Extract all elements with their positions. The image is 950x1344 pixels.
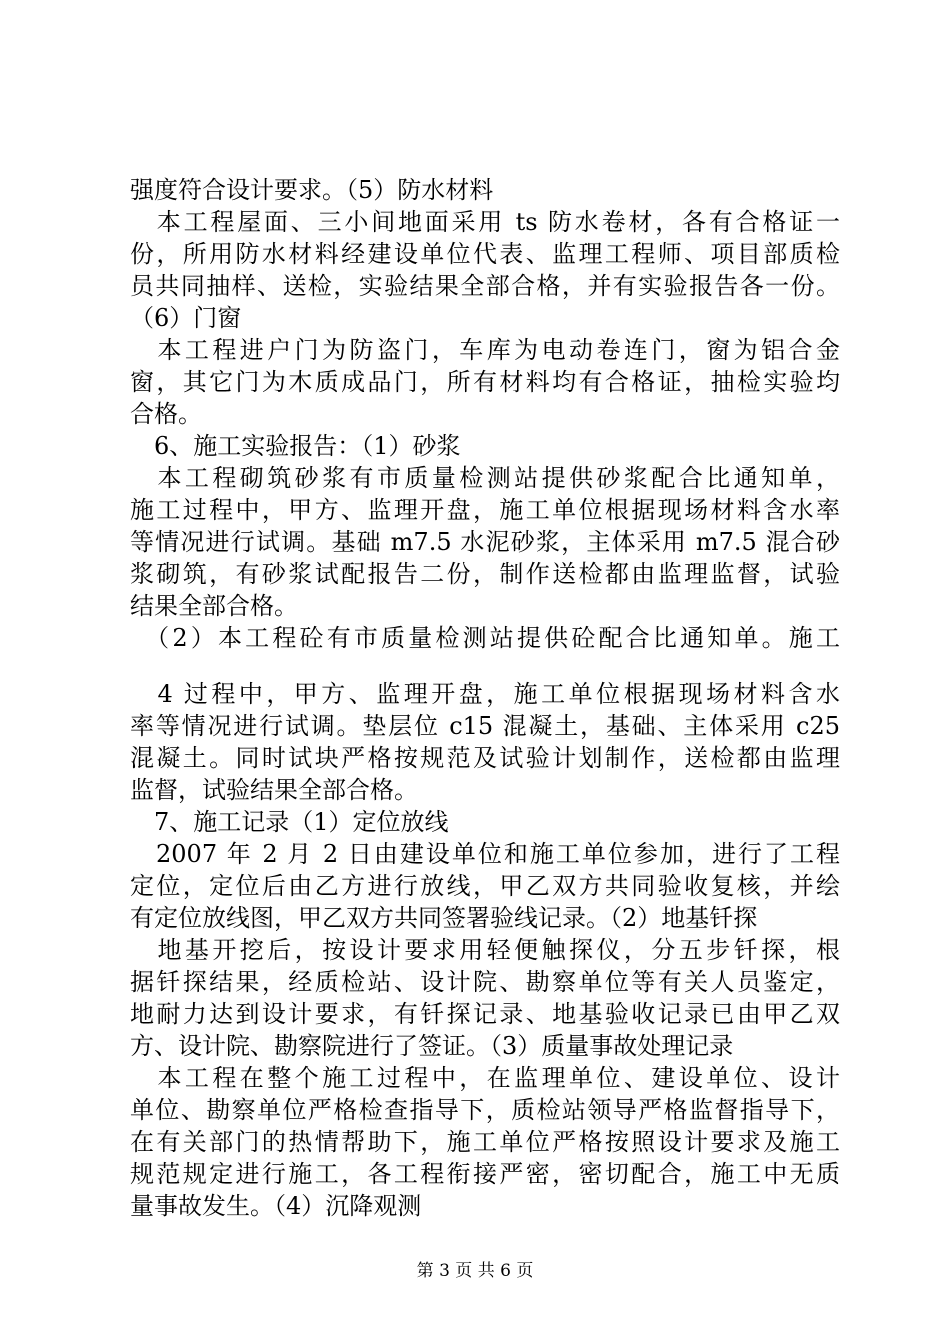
text-line: （6）门窗	[130, 304, 242, 332]
page-footer: 第 3 页 共 6 页	[416, 1261, 534, 1281]
text-line: 方、设计院、勘察院进行了签证。（3）质量事故处理记录	[130, 1032, 734, 1060]
text-line: 单位、勘察单位严格检查指导下，质检站领导严格监督指导下，	[130, 1096, 840, 1124]
text-line: 浆砌筑，有砂浆试配报告二份，制作送检都由监理监督，试验	[130, 560, 840, 588]
text-line: 本工程在整个施工过程中，在监理单位、建设单位、设计	[130, 1064, 840, 1092]
text-line: 定位，定位后由乙方进行放线，甲乙双方共同验收复核，并绘	[130, 872, 840, 900]
text-line: 据钎探结果，经质检站、设计院、勘察单位等有关人员鉴定，	[130, 968, 840, 996]
text-line: 率等情况进行试调。垫层位 c15 混凝土，基础、主体采用 c25	[130, 712, 840, 740]
text-line: 合格。	[130, 400, 202, 428]
text-line: 在有关部门的热情帮助下，施工单位严格按照设计要求及施工	[130, 1128, 840, 1156]
text-line: 规范规定进行施工，各工程衔接严密，密切配合，施工中无质	[130, 1160, 840, 1188]
text-line: 量事故发生。（4）沉降观测	[130, 1192, 422, 1220]
text-line: 本工程进户门为防盗门，车库为电动卷连门，窗为铝合金	[130, 336, 840, 364]
text-line: 强度符合设计要求。（5）防水材料	[130, 176, 494, 204]
text-line: 地耐力达到设计要求，有钎探记录、地基验收记录已由甲乙双	[130, 1000, 840, 1028]
text-line: 监督，试验结果全部合格。	[130, 776, 418, 804]
text-line: 地基开挖后，按设计要求用轻便触探仪，分五步钎探，根	[130, 936, 840, 964]
text-line: 混凝土。同时试块严格按规范及试验计划制作，送检都由监理	[130, 744, 840, 772]
text-line: 施工过程中，甲方、监理开盘，施工单位根据现场材料含水率	[130, 496, 840, 524]
text-line: （2）本工程砼有市质量检测站提供砼配合比通知单。施工	[130, 624, 840, 652]
text-line: 有定位放线图，甲乙双方共同签署验线记录。（2）地基钎探	[130, 904, 758, 932]
text-line: 本工程屋面、三小间地面采用 ts 防水卷材，各有合格证一	[130, 208, 840, 236]
text-line: 等情况进行试调。基础 m7.5 水泥砂浆，主体采用 m7.5 混合砂	[130, 528, 840, 556]
text-line: 4 过程中，甲方、监理开盘，施工单位根据现场材料含水	[130, 680, 840, 708]
text-line: 6、施工实验报告：（1）砂浆	[130, 432, 461, 460]
text-line: 2007 年 2 月 2 日由建设单位和施工单位参加，进行了工程	[130, 840, 840, 868]
text-line: 7、施工记录（1）定位放线	[130, 808, 449, 836]
text-line: 份，所用防水材料经建设单位代表、监理工程师、项目部质检	[130, 240, 840, 268]
text-line: 窗，其它门为木质成品门，所有材料均有合格证，抽检实验均	[130, 368, 840, 396]
text-line: 结果全部合格。	[130, 592, 298, 620]
text-line: 员共同抽样、送检，实验结果全部合格，并有实验报告各一份。	[130, 272, 840, 300]
text-line: 本工程砌筑砂浆有市质量检测站提供砂浆配合比通知单，	[130, 464, 840, 492]
